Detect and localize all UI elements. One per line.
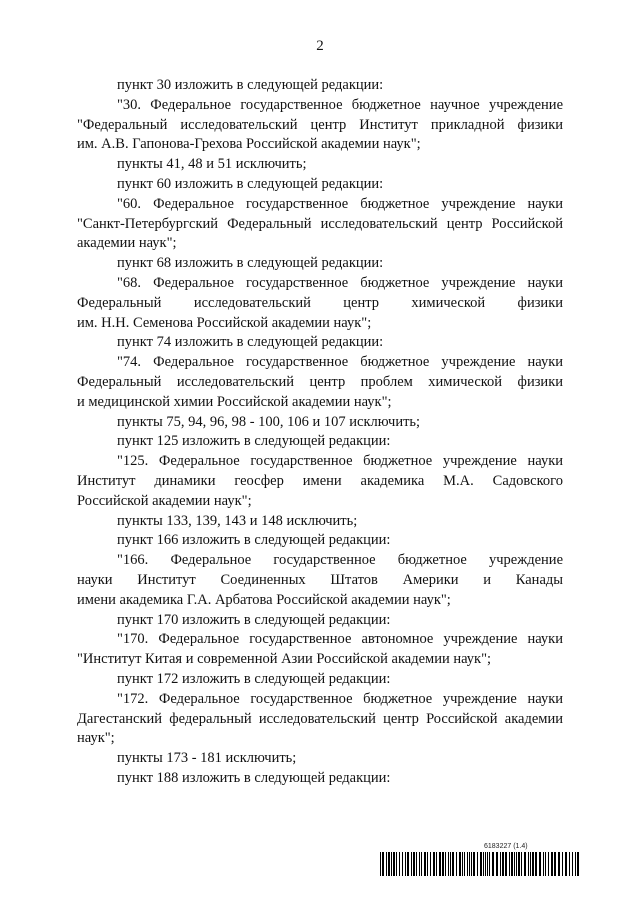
text-line: "Санкт-Петербургский Федеральный исследовательский центр Российской bbox=[77, 215, 563, 232]
text-line: пункты 133, 139, 143 и 148 исключить; bbox=[117, 512, 358, 529]
barcode-icon bbox=[380, 852, 582, 876]
text-line: Федеральный исследовательский центр проблем химической физики bbox=[77, 373, 563, 390]
text-line: Российской академии наук"; bbox=[77, 492, 252, 509]
text-line: Дагестанский федеральный исследовательский центр Российской академии bbox=[77, 710, 563, 727]
text-line: пункт 30 изложить в следующей редакции: bbox=[117, 77, 384, 93]
text-line: им. А.В. Гапонова-Грехова Российской академии наук"; bbox=[77, 136, 421, 153]
text-line: Институт динамики геосфер имени академика М.А. Садовского bbox=[77, 472, 563, 489]
text-line: им. Н.Н. Семенова Российской академии наук"; bbox=[77, 314, 372, 331]
text-line: "68. Федеральное государственное бюджетное учреждение науки bbox=[117, 274, 563, 291]
text-line: наук"; bbox=[77, 730, 115, 747]
document-code: 6183227 (1.4) bbox=[484, 843, 528, 850]
text-line: пункты 173 - 181 исключить; bbox=[117, 750, 297, 767]
text-line: пункт 172 изложить в следующей редакции: bbox=[117, 670, 391, 687]
text-line: пункт 188 изложить в следующей редакции: bbox=[117, 769, 391, 786]
text-line: пункт 170 изложить в следующей редакции: bbox=[117, 611, 391, 628]
text-line: пункт 60 изложить в следующей редакции: bbox=[117, 175, 384, 192]
text-line: "74. Федеральное государственное бюджетное учреждение науки bbox=[117, 354, 563, 371]
text-line: "Институт Китая и современной Азии Российской академии наук"; bbox=[77, 651, 492, 668]
text-line: "166. Федеральное государственное бюджетное учреждение bbox=[117, 552, 563, 569]
text-line: пункт 125 изложить в следующей редакции: bbox=[117, 433, 391, 450]
document-body bbox=[77, 76, 563, 789]
text-line: Федеральный исследовательский центр химической физики bbox=[77, 294, 563, 311]
text-line: пункт 68 изложить в следующей редакции: bbox=[117, 255, 384, 272]
text-line: "172. Федеральное государственное бюджетное учреждение науки bbox=[117, 690, 563, 707]
text-line: имени академика Г.А. Арбатова Российской академии наук"; bbox=[77, 591, 451, 608]
text-line: академии наук"; bbox=[77, 235, 177, 252]
text-line: "170. Федеральное государственное автономное учреждение науки bbox=[117, 631, 563, 648]
text-line: пункты 41, 48 и 51 исключить; bbox=[117, 156, 307, 173]
text-line: "125. Федеральное государственное бюджетное учреждение науки bbox=[117, 453, 563, 470]
page-number: 2 bbox=[316, 38, 324, 54]
text-line: науки Институт Соединенных Штатов Америки и Канады bbox=[77, 571, 563, 588]
text-line: "Федеральный исследовательский центр Институт прикладной физики bbox=[77, 116, 563, 133]
text-line: пункты 75, 94, 96, 98 - 100, 106 и 107 исключить; bbox=[117, 413, 421, 430]
text-line: пункт 74 изложить в следующей редакции: bbox=[117, 334, 384, 351]
text-line: и медицинской химии Российской академии наук"; bbox=[77, 393, 392, 410]
text-line: "60. Федеральное государственное бюджетное учреждение науки bbox=[117, 195, 563, 212]
text-line: пункт 166 изложить в следующей редакции: bbox=[117, 532, 391, 549]
text-line: "30. Федеральное государственное бюджетное научное учреждение bbox=[117, 96, 563, 113]
